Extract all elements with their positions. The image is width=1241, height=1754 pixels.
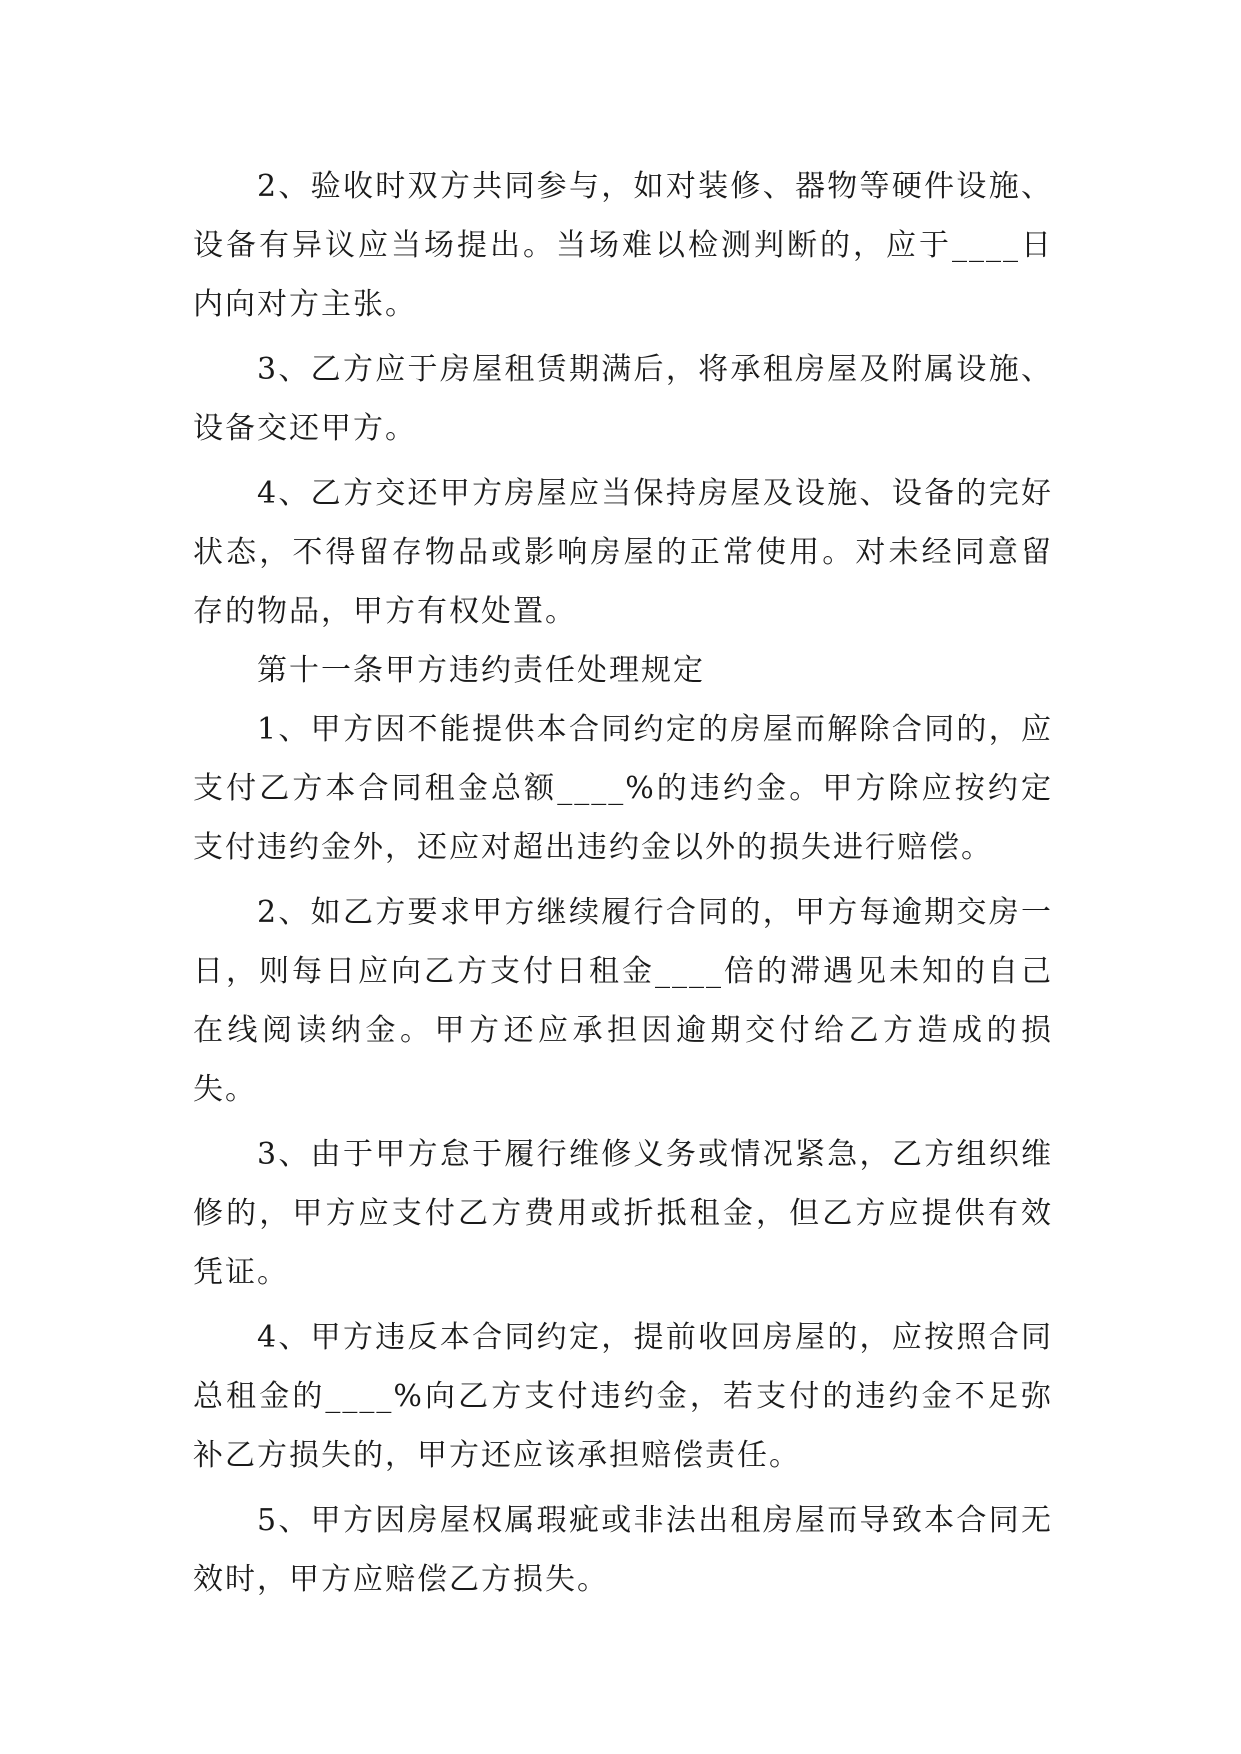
clause-paragraph: 4、甲方违反本合同约定，提前收回房屋的，应按照合同总租金的____%向乙方支付违约金，若支付的违约金不足弥补乙方损失的，甲方还应该承担赔偿责任。 <box>193 1320 1053 1473</box>
article-heading: 第十一条甲方违约责任处理规定 <box>257 653 705 688</box>
clause-paragraph: 5、甲方因房屋权属瑕疵或非法出租房屋而导致本合同无效时，甲方应赔偿乙方损失。 <box>193 1503 1053 1597</box>
clause-paragraph: 3、乙方应于房屋租赁期满后，将承租房屋及附属设施、设备交还甲方。 <box>193 352 1053 446</box>
clause-paragraph: 2、如乙方要求甲方继续履行合同的，甲方每逾期交房一日，则每日应向乙方支付日租金____倍的滞遇见未知的自己在线阅读纳金。甲方还应承担因逾期交付给乙方造成的损失。 <box>193 895 1053 1107</box>
clause-paragraph: 4、乙方交还甲方房屋应当保持房屋及设施、设备的完好状态，不得留存物品或影响房屋的正常使用。对未经同意留存的物品，甲方有权处置。 <box>193 476 1053 629</box>
document-body <box>193 157 1053 1609</box>
clause-paragraph: 2、验收时双方共同参与，如对装修、器物等硬件设施、设备有异议应当场提出。当场难以检测判断的，应于____日内向对方主张。 <box>193 169 1053 322</box>
clause-paragraph: 3、由于甲方怠于履行维修义务或情况紧急，乙方组织维修的，甲方应支付乙方费用或折抵租金，但乙方应提供有效凭证。 <box>193 1137 1053 1290</box>
clause-paragraph: 1、甲方因不能提供本合同约定的房屋而解除合同的，应支付乙方本合同租金总额____%的违约金。甲方除应按约定支付违约金外，还应对超出违约金以外的损失进行赔偿。 <box>193 712 1053 865</box>
